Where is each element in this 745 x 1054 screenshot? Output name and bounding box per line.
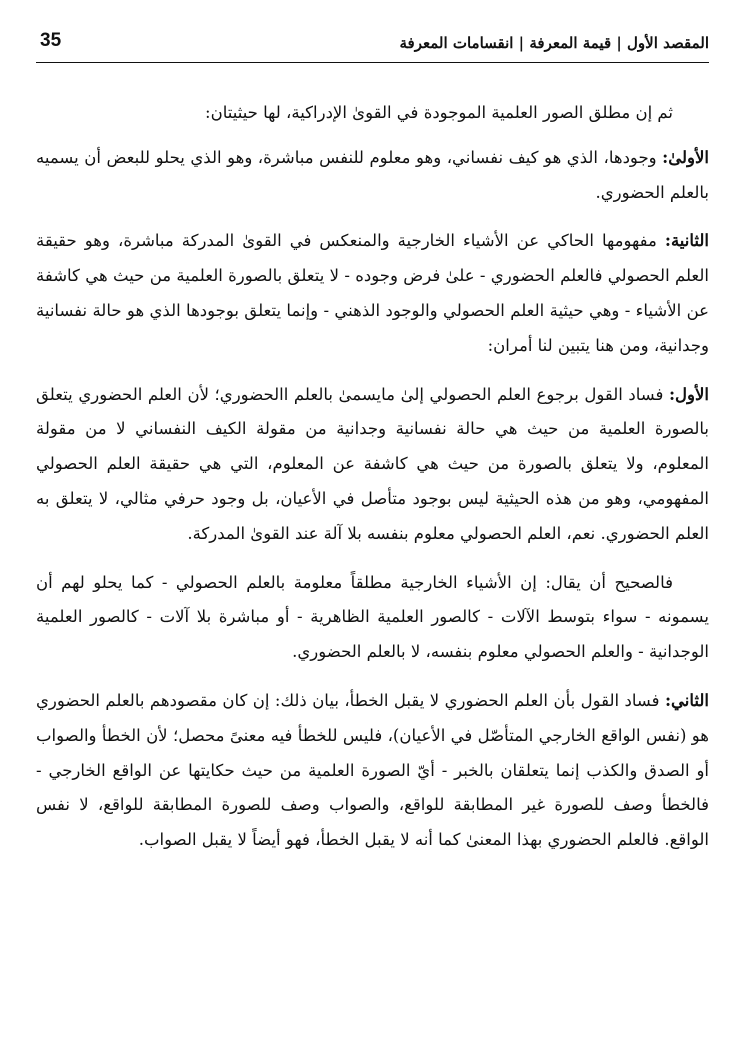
paragraph-label: الثانية:	[664, 231, 709, 251]
paragraph-first-matter	[36, 378, 709, 552]
paragraph-text: فساد القول برجوع العلم الحصولي إلىٰ مايسمىٰ بالعلم االحضوري؛ لأن العلم الحضوري يتعلق بالصورة العلمية من حيث هي حالة نفسانية وجدانية من مقولة الكيف النفساني لا من مقولة المعلوم، ولا يتعلق بالصورة من حيث هي كاشفة عن المعلوم، التي هي حقيقة العلم الحصولي المفهومي، وهو من هذه الحيثية ليس بوجود متأصل في الأعيان، بل وجود حرفي مثالي، لا يتعلق به العلم الحضوري. نعم، العلم الحصولي معلوم بنفسه بلا آلة عند القوىٰ المدركة.	[36, 384, 709, 543]
paragraph-intro	[36, 96, 709, 131]
paragraph-second-aspect	[36, 224, 709, 363]
paragraph-label: الأولىٰ:	[662, 147, 709, 167]
paragraph-text: ثم إن مطلق الصور العلمية الموجودة في القوىٰ الإدراكية، لها حيثيتان:	[205, 103, 673, 122]
page-body	[36, 96, 709, 872]
paragraph-text: فالصحيح أن يقال: إن الأشياء الخارجية مطلقاً معلومة بالعلم الحصولي - كما يحلو لهم أن يسمونه - سواء بتوسط الآلات - كالصور العلمية الظاهرية - أو مباشرة بلا آلات - كالصور العلمية الوجدانية - والعلم الحصولي معلوم بنفسه، لا بالعلم الحضوري.	[36, 572, 709, 662]
paragraph-text: فساد القول بأن العلم الحضوري لا يقبل الخطأ، بيان ذلك: إن كان مقصودهم بالعلم الحضوري هو (نفس الواقع الخارجي المتأصّل في الأعيان)، فليس للخطأ فيه معنىً محصل؛ لأن الخطأ والصواب أو الصدق والكذب إنما يتعلقان بالخبر - أيّ الصورة العلمية من حيث حكايتها عن الواقع الخارجي - فالخطأ وصف للصورة غير المطابقة للواقع، والصواب وصف للصورة المطابقة للواقع، لا نفس الواقع. فالعلم الحضوري بهذا المعنىٰ كما أنه لا يقبل الخطأ، فهو أيضاً لا يقبل الصواب.	[36, 690, 709, 850]
running-header	[36, 28, 709, 63]
paragraph-label: الأول:	[668, 384, 709, 404]
paragraph-text: وجودها، الذي هو كيف نفساني، وهو معلوم للنفس مباشرة، وهو الذي يحلو للبعض أن يسميه بالعلم الحضوري.	[36, 147, 709, 202]
paragraph-correct-view	[36, 566, 709, 670]
page-number: 35	[40, 30, 62, 51]
paragraph-label: الثاني:	[664, 690, 709, 710]
paragraph-first-aspect	[36, 141, 709, 211]
paragraph-second-matter	[36, 684, 709, 858]
paragraph-text: مفهومها الحاكي عن الأشياء الخارجية والمنعكس في القوىٰ المدركة مباشرة، وهو حقيقة العلم الحصولي فالعلم الحضوري - علىٰ فرض وجوده - لا يتعلق بالصورة العلمية من حيث هي كاشفة عن الأشياء - وهي حيثية العلم الحصولي والوجود الذهني - وإنما يتعلق بوجودها الذي هو حالة نفسانية وجدانية، ومن هنا يتبين لنا أمران:	[36, 231, 709, 355]
header-title: المقصد الأول | قيمة المعرفة | انقسامات المعرفة	[399, 34, 709, 52]
